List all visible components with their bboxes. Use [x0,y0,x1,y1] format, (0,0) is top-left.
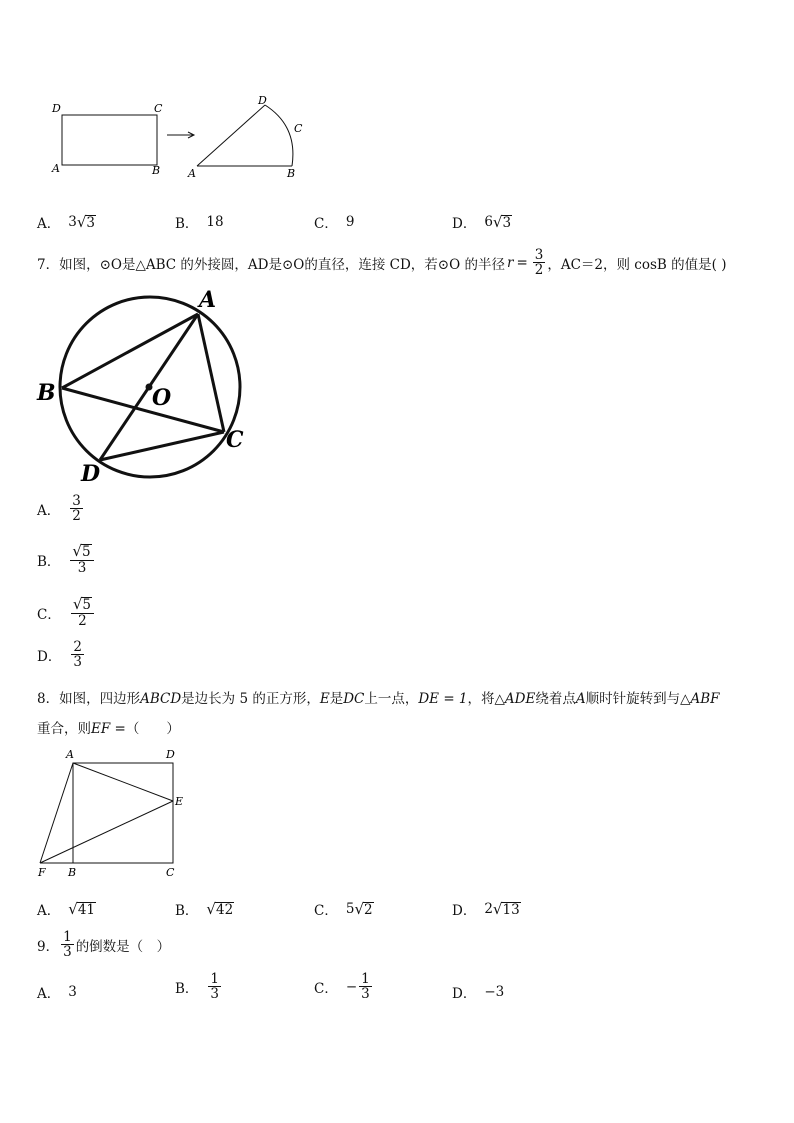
option-value: 18 [206,214,224,230]
q8-question-line2 [37,717,180,737]
coefficient: 5 [345,901,355,917]
q8-eq-ef: EF = [91,721,126,737]
option-label: B． [175,216,199,232]
q8-var-abcd: ABCD [140,691,182,707]
q7-option-c[interactable] [37,597,96,628]
q8-label-a: A [66,748,74,761]
q8-option-a[interactable] [37,899,96,919]
q8-segment-af [40,763,73,863]
option-label: C． [314,216,338,232]
q8-text: 重合，则 [37,721,91,737]
option-label: A． [37,903,61,919]
q8-figure [30,743,200,883]
numerator: 3 [534,247,544,263]
q8-label-c: C [166,866,175,879]
option-label: C． [314,980,338,997]
option-label: D． [452,986,477,1002]
option-label: A． [37,502,61,519]
coefficient: 6 [484,214,493,230]
q9-option-d[interactable] [452,982,504,1002]
option-value: 3 [68,984,77,1000]
sqrt-expression: √ 42 [206,900,234,919]
sqrt-expression: √ 3 [492,213,512,232]
denominator: 2 [78,612,87,629]
sqrt-expression: √ 41 [68,900,95,919]
q7-radius-eq: = [516,254,528,271]
q8-text: 上一点， [364,691,419,707]
q9-option-c[interactable] [314,972,374,1001]
q7-segment-dc [100,432,224,460]
q6-option-b[interactable] [175,212,224,232]
q7-label-o: O [152,385,172,411]
q8-var-ade: ADE [504,691,536,707]
q7-label-a: A [199,287,217,313]
q8-segment-fe [40,801,173,863]
q8-text: 是 [329,691,344,707]
q7-label-c: C [226,427,244,453]
option-value: 9 [345,214,355,230]
numerator: 1 [63,929,72,945]
q6-fig1-label-d: D [52,102,61,115]
coefficient: 2 [484,901,493,917]
option-value: −3 [484,984,505,1000]
q6-option-d[interactable] [452,212,512,232]
sqrt-expression: √ 5 [72,595,91,614]
option-label: D． [452,216,477,232]
q7-label-b: B [37,380,56,406]
radicand: 5 [81,544,91,560]
denominator: 3 [77,559,87,576]
radicand: 13 [502,902,520,919]
q7-text-b: ，AC＝2，则 cosB 的值是( ) [547,256,727,273]
q7-label-d: D [81,461,101,487]
radicand: 2 [364,902,373,919]
q6-figure [40,90,320,190]
q6-fig2-label-b: B [287,167,296,180]
q6-fig1-label-b: B [152,164,161,177]
q8-text: （ ） [125,721,180,737]
q8-text: 绕着点 [535,691,576,707]
q6-fig1-label-c: C [154,102,163,115]
q6-fig2-label-d: D [258,94,267,107]
radicand: 3 [86,215,95,232]
fraction [70,494,83,523]
q6-option-c[interactable] [314,212,354,232]
option-label: A． [37,216,61,232]
sqrt-expression: √ 2 [354,900,373,919]
numerator: 3 [72,493,81,509]
denominator: 2 [534,262,544,279]
q8-var-e: E [319,691,330,707]
q8-text: 顺时针旋转到与△ [585,691,691,707]
q9-number: 9． [37,938,60,955]
option-label: D． [452,903,477,919]
q9-option-b[interactable] [175,972,223,1001]
q8-option-c[interactable] [314,899,374,919]
coefficient: 3 [68,214,77,230]
numerator: 1 [361,971,370,987]
q8-option-b[interactable] [175,899,234,919]
sqrt-expression: √ 13 [492,900,520,919]
denominator: 3 [361,986,370,1003]
q9-fraction [61,930,74,959]
fraction [71,640,84,669]
q7-option-d[interactable] [37,640,86,669]
sqrt-expression: √ 3 [76,213,95,232]
sign: − [345,978,358,995]
radicand: 42 [215,902,234,919]
q6-fig2-side-ad [197,105,265,166]
numerator: 2 [73,639,82,655]
sqrt-expression: √ 5 [72,542,91,561]
fraction [70,544,93,575]
q7-segment-ba [62,314,198,388]
fraction [359,972,372,1001]
q7-question [37,248,726,277]
q8-var-dc: DC [343,691,365,707]
denominator: 2 [72,508,81,525]
q8-text: 是边长为 5 的正方形， [181,691,320,707]
q6-rectangle [62,115,157,165]
q9-text: 的倒数是（ ） [75,938,171,955]
option-label: A． [37,986,61,1002]
q8-var-abf: ABF [690,691,720,707]
option-label: D． [37,648,62,665]
option-label: B． [175,980,199,997]
q6-fig2-label-a: A [188,167,196,180]
q8-label-b: B [68,866,77,879]
q8-label-e: E [175,795,184,808]
q7-text-a: 7．如图，⊙O是△ABC 的外接圆，AD是⊙O的直径，连接 CD，若⊙O 的半径 [37,256,505,273]
q6-fig1-label-a: A [52,162,60,175]
q8-question-line1 [37,687,720,707]
fraction [208,972,221,1001]
q6-option-a[interactable] [37,212,96,232]
option-label: C． [314,903,338,919]
radicand: 5 [82,597,91,613]
q8-text: 8．如图，四边形 [37,691,141,707]
q8-label-f: F [38,866,46,879]
q8-var-a: A [575,691,586,707]
option-label: B． [175,903,199,919]
arrow-right-icon [167,132,194,138]
q8-option-d[interactable] [452,899,521,919]
q8-segment-ae [73,763,173,801]
q8-eq-de: DE = 1 [418,691,468,707]
q7-radius-var: r [506,254,514,271]
q6-fig2-label-c: C [294,122,303,135]
denominator: 3 [63,944,72,961]
radicand: 3 [502,215,512,232]
q7-radius-fraction [533,248,546,277]
q9-question [37,930,170,959]
option-label: C． [37,606,61,623]
q7-figure [35,287,260,487]
option-label: B． [37,553,61,570]
radicand: 41 [77,902,95,919]
q8-text: ，将△ [467,691,505,707]
q8-square [73,763,173,863]
numerator: 1 [210,971,220,987]
q7-option-a[interactable] [37,494,85,523]
q9-option-a[interactable] [37,982,77,1002]
denominator: 3 [210,986,220,1003]
q7-option-b[interactable] [37,544,96,575]
q8-label-d: D [166,748,175,761]
fraction [71,597,94,628]
denominator: 3 [73,654,82,671]
q6-fig2-arc-dc [265,105,293,166]
